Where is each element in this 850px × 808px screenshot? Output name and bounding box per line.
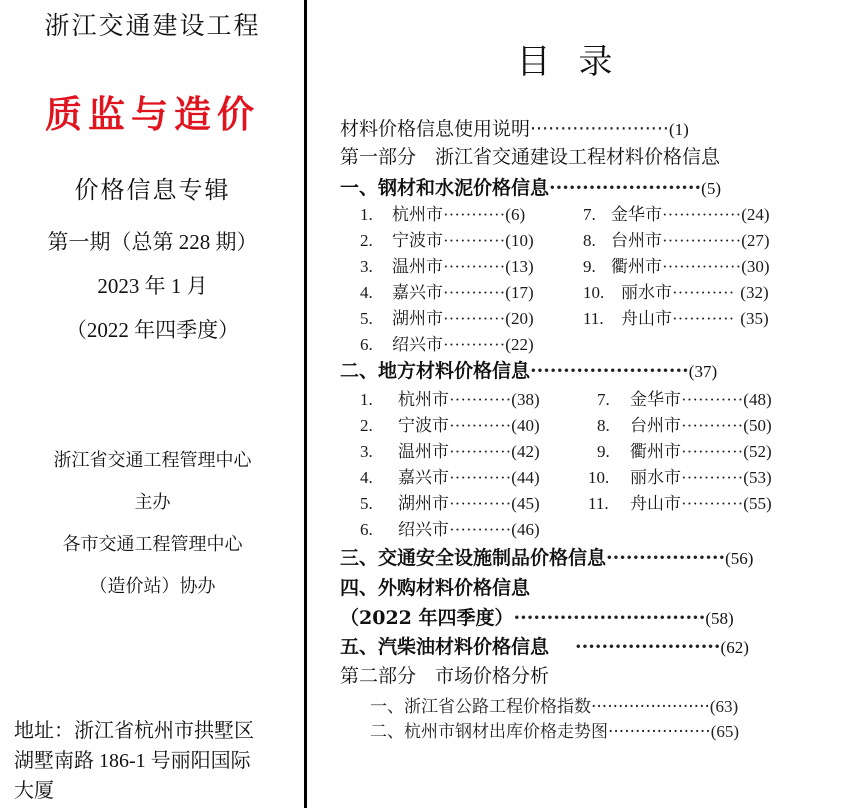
organizer-role: 主办	[134, 492, 171, 512]
leader-dots: ···········	[449, 442, 512, 461]
city-name: 杭州市	[398, 390, 449, 409]
leader-dots: ···········	[449, 390, 512, 409]
leader-dots: ··············	[662, 231, 742, 250]
city-name: 丽水市	[621, 283, 672, 302]
issue-date: 2023 年 1 月	[97, 274, 208, 298]
page-number: (22)	[505, 335, 534, 354]
item-number: 8.	[583, 231, 596, 250]
toc-city-entry[interactable]	[588, 489, 772, 514]
page-number: (50)	[743, 416, 772, 435]
toc-city-entry[interactable]	[597, 411, 772, 436]
page-number: (24)	[741, 205, 770, 224]
issue-quarter: （2022 年四季度）	[65, 318, 240, 342]
toc-entry-label: 三、交通安全设施制品价格信息	[340, 547, 607, 569]
city-name: 绍兴市	[398, 520, 449, 539]
item-number: 10.	[588, 468, 610, 487]
page-number: (44)	[511, 468, 540, 487]
leader-dots: ···········	[449, 416, 512, 435]
leader-dots: ···········	[672, 283, 735, 302]
page-number: (63)	[709, 697, 739, 716]
toc-city-entry[interactable]	[583, 200, 770, 225]
page-number: (53)	[743, 468, 772, 487]
city-name: 舟山市	[621, 309, 672, 328]
leader-dots: ···········	[681, 468, 744, 487]
leader-dots: ···········	[443, 231, 506, 250]
item-number: 8.	[597, 416, 610, 435]
item-number: 9.	[597, 442, 610, 461]
organizer: 浙江省交通工程管理中心	[53, 450, 252, 470]
leader-dots: ······················	[575, 636, 721, 658]
item-number: 7.	[583, 205, 596, 224]
toc-city-entry[interactable]	[360, 489, 540, 514]
co-organizer: 各市交通工程管理中心	[62, 534, 243, 554]
city-name: 宁波市	[392, 231, 443, 250]
page-number: (38)	[511, 390, 540, 409]
city-name: 金华市	[611, 205, 662, 224]
toc-city-entry[interactable]	[360, 463, 540, 488]
city-name: 台州市	[611, 231, 662, 250]
leader-dots: ·····························	[513, 607, 706, 629]
toc-city-entry[interactable]	[360, 278, 534, 303]
leader-dots: ·······················	[530, 118, 669, 140]
magazine-title: 质监与造价	[45, 95, 260, 136]
city-name: 杭州市	[392, 205, 443, 224]
toc-part-2[interactable]	[340, 661, 549, 688]
page-number: (65)	[710, 722, 740, 741]
toc-section-4-sub[interactable]	[340, 603, 734, 630]
page-number: (56)	[725, 549, 754, 568]
toc-entry-usage[interactable]	[340, 114, 689, 141]
toc-city-entry[interactable]	[360, 226, 534, 251]
leader-dots: ···········	[681, 442, 744, 461]
page-number: (46)	[511, 520, 540, 539]
toc-city-entry[interactable]	[360, 515, 540, 540]
toc-section-2[interactable]	[340, 356, 717, 383]
toc-city-entry[interactable]	[360, 330, 534, 355]
leader-dots: ·······················	[549, 177, 702, 199]
leader-dots: ··················	[606, 547, 726, 569]
city-name: 衢州市	[630, 442, 681, 461]
city-name: 湖州市	[392, 309, 443, 328]
page-number: (45)	[511, 494, 540, 513]
toc-entry-label: （2022 年四季度）	[340, 607, 514, 629]
item-number: 2.	[360, 231, 373, 250]
table-of-contents	[307, 0, 850, 808]
publication-name: 浙江交通建设工程	[44, 13, 261, 40]
page-number: (40)	[511, 416, 540, 435]
leader-dots: ···········	[443, 257, 506, 276]
page-number: (6)	[505, 205, 526, 224]
item-number: 6.	[360, 335, 373, 354]
toc-city-entry[interactable]	[360, 411, 540, 436]
leader-dots: ······················	[591, 697, 710, 717]
item-number: 4.	[360, 283, 373, 302]
leader-dots: ···········	[681, 416, 744, 435]
page-number: (27)	[741, 231, 770, 250]
item-number: 11.	[583, 309, 604, 328]
toc-city-entry[interactable]	[360, 437, 540, 462]
page-number: (5)	[701, 179, 721, 198]
city-name: 金华市	[630, 390, 681, 409]
toc-entry-label: 第二部分 市场价格分析	[340, 665, 550, 687]
item-number: 5.	[360, 309, 373, 328]
page-number: (62)	[720, 638, 749, 657]
toc-entry-label: 二、杭州市钢材出库价格走势图	[370, 722, 608, 742]
leader-dots: ···········	[449, 468, 512, 487]
page-number: (13)	[505, 257, 534, 276]
city-name: 台州市	[630, 416, 681, 435]
item-number: 1.	[360, 390, 373, 409]
page-number: (55)	[743, 494, 772, 513]
toc-city-entry[interactable]	[360, 304, 534, 329]
leader-dots: ···········	[443, 309, 506, 328]
city-name: 温州市	[398, 442, 449, 461]
cover-panel	[0, 0, 305, 808]
page-number: (58)	[705, 609, 734, 628]
toc-section-4[interactable]	[340, 573, 530, 600]
city-name: 丽水市	[630, 468, 681, 487]
item-number: 10.	[583, 283, 605, 302]
toc-city-entry[interactable]	[583, 278, 769, 303]
toc-entry-label: 四、外购材料价格信息	[340, 577, 531, 599]
toc-entry-label: 二、地方材料价格信息	[340, 360, 531, 382]
toc-part2-item[interactable]	[370, 717, 739, 742]
toc-city-entry[interactable]	[360, 385, 540, 410]
toc-section-3[interactable]	[340, 543, 753, 570]
toc-entry-label: 一、钢材和水泥价格信息	[340, 177, 550, 199]
toc-section-5[interactable]	[340, 632, 749, 659]
toc-city-entry[interactable]	[597, 385, 772, 410]
leader-dots: ···········	[443, 283, 506, 302]
address	[14, 716, 299, 806]
leader-dots: ··············	[662, 257, 742, 276]
leader-dots: ···········	[681, 494, 744, 513]
city-name: 舟山市	[630, 494, 681, 513]
toc-entry-label: 一、浙江省公路工程价格指数	[370, 697, 591, 717]
page-number: (32)	[740, 283, 769, 302]
page-number: (35)	[740, 309, 769, 328]
toc-city-entry[interactable]	[583, 304, 769, 329]
toc-city-entry[interactable]	[588, 463, 772, 488]
item-number: 3.	[360, 257, 373, 276]
address-line: 大厦	[14, 780, 54, 802]
item-number: 5.	[360, 494, 373, 513]
page-number: (10)	[505, 231, 534, 250]
page-number: (37)	[688, 362, 718, 381]
issue-number: 第一期（总第 228 期）	[47, 230, 258, 254]
item-number: 4.	[360, 468, 373, 487]
item-number: 7.	[597, 390, 610, 409]
leader-dots: ··············	[662, 205, 742, 224]
leader-dots: ···········	[449, 520, 512, 539]
city-name: 嘉兴市	[398, 468, 449, 487]
toc-entry-label: 材料价格信息使用说明	[340, 118, 531, 140]
city-name: 温州市	[392, 257, 443, 276]
city-name: 宁波市	[398, 416, 449, 435]
item-number: 11.	[588, 494, 609, 513]
page-number: (48)	[743, 390, 772, 409]
address-line: 湖墅南路 186-1 号丽阳国际	[14, 750, 251, 772]
item-number: 1.	[360, 205, 373, 224]
special-edition-label: 价格信息专辑	[74, 178, 231, 204]
item-number: 2.	[360, 416, 373, 435]
page-number: (17)	[505, 283, 534, 302]
leader-dots: ···················	[608, 722, 711, 742]
leader-dots: ···········	[443, 205, 506, 224]
toc-part-1[interactable]	[340, 142, 720, 169]
toc-city-entry[interactable]	[583, 226, 770, 251]
toc-city-entry[interactable]	[597, 437, 772, 462]
co-organizer-role: （造价站）协办	[89, 576, 216, 596]
item-number: 6.	[360, 520, 373, 539]
item-number: 3.	[360, 442, 373, 461]
leader-dots: ························	[530, 360, 689, 382]
toc-city-entry[interactable]	[583, 252, 770, 277]
leader-dots: ···········	[449, 494, 512, 513]
page-number: (1)	[668, 120, 689, 139]
toc-entry-label: 五、汽柴油材料价格信息	[340, 636, 550, 658]
item-number: 9.	[583, 257, 596, 276]
toc-section-1[interactable]	[340, 173, 721, 200]
city-name: 衢州市	[611, 257, 662, 276]
toc-entry-label: 第一部分 浙江省交通建设工程材料价格信息	[340, 146, 721, 168]
leader-dots: ···········	[681, 390, 744, 409]
toc-city-entry[interactable]	[360, 252, 534, 277]
page-number: (20)	[505, 309, 534, 328]
page-number: (30)	[741, 257, 770, 276]
page-number: (42)	[511, 442, 540, 461]
leader-dots: ···········	[443, 335, 506, 354]
city-name: 绍兴市	[392, 335, 443, 354]
toc-title: 目录	[516, 42, 641, 82]
page-number: (52)	[743, 442, 772, 461]
leader-dots: ···········	[672, 309, 735, 328]
city-name: 湖州市	[398, 494, 449, 513]
city-name: 嘉兴市	[392, 283, 443, 302]
address-line: 地址：浙江省杭州市拱墅区	[14, 720, 254, 742]
toc-part2-item[interactable]	[370, 692, 738, 717]
toc-city-entry[interactable]	[360, 200, 525, 225]
